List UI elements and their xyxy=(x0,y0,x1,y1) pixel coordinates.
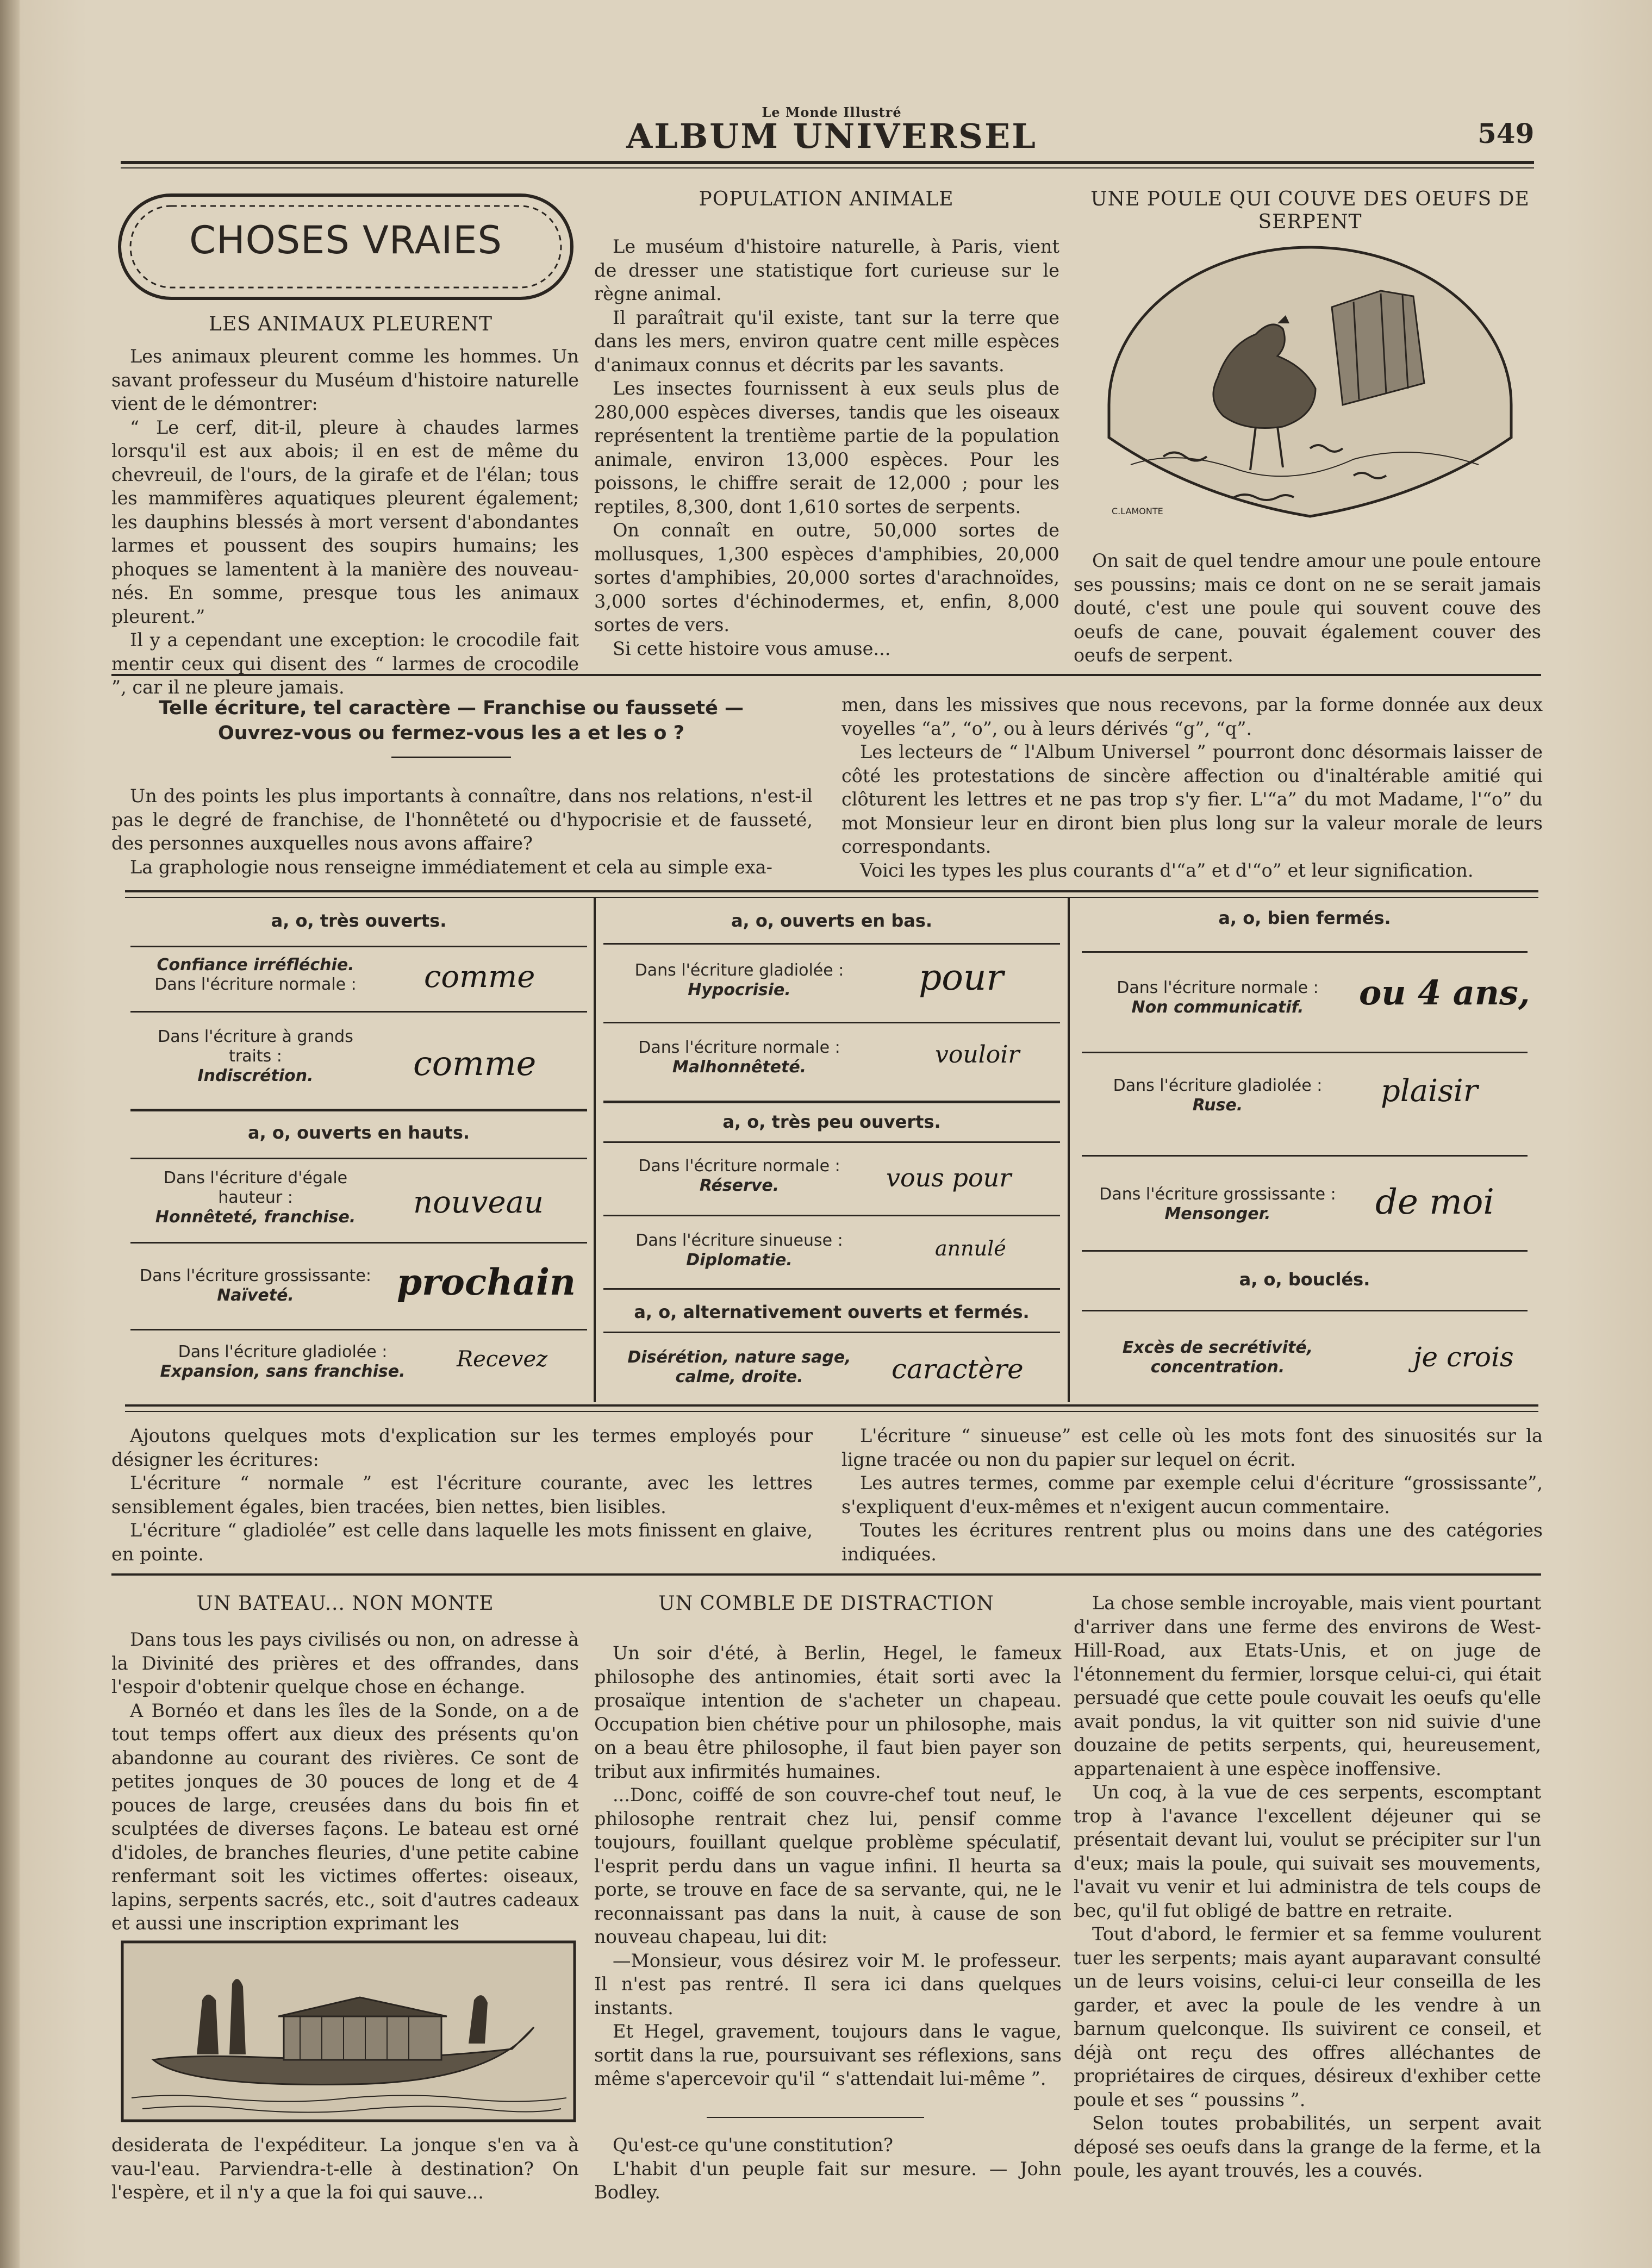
section-rule xyxy=(111,674,1541,676)
row-rule xyxy=(130,946,587,947)
paragraph: L'écriture “ sinueuse” est celle où les mots font des sinuosités sur la ligne tracée ou non du papier sur lequel on écrit. xyxy=(841,1425,1543,1470)
entry-type: Dans l'écriture grossissante: xyxy=(140,1266,371,1285)
entry-type: Dans l'écriture gladiolée : xyxy=(178,1342,388,1361)
paragraph: L'écriture “ gladiolée” est celle dans laquelle les mots finissent en glaive, en pointe. xyxy=(111,1520,813,1565)
paragraph: L'écriture “ normale ” est l'écriture courante, avec les lettres sensiblement égales, bien tracées, bien nettes, bien lisibles. xyxy=(111,1472,813,1517)
entry-meaning: Ruse. xyxy=(1192,1096,1243,1115)
col2-entry4 xyxy=(603,1231,875,1270)
paragraph: Selon toutes probabilités, un serpent avait déposé ses oeufs dans la grange de la ferme, et la poule, les ayant trouvés, les a couvés. xyxy=(1074,2113,1541,2181)
col1-entry2 xyxy=(130,1027,381,1086)
handwriting-sample: Recevez xyxy=(457,1347,548,1372)
ecriture-title: Telle écriture, tel caractère — Franchise ou fausseté — Ouvrez-vous ou fermez-vous les a et les o ? xyxy=(158,697,744,744)
col2-head3: a, o, alternativement ouverts et fermés. xyxy=(634,1302,1030,1322)
handwriting-sample: annulé xyxy=(935,1236,1006,1260)
poule-text xyxy=(1074,549,1541,667)
paragraph: Les animaux pleurent comme les hommes. Un savant professeur du Muséum d'histoire naturelle vient de le démontrer: xyxy=(111,346,579,414)
entry-type: Dans l'écriture normale : xyxy=(638,1038,840,1057)
col1-head1: a, o, très ouverts. xyxy=(271,910,447,931)
handwriting-sample: plaisir xyxy=(1381,1073,1478,1109)
entry-meaning: Disérétion, nature sage, xyxy=(627,1348,851,1367)
explication-right xyxy=(841,1424,1543,1566)
ecriture-text-left xyxy=(111,784,813,879)
paragraph: L'habit d'un peuple fait sur mesure. — John Bodley. xyxy=(594,2158,1062,2203)
paragraph: —Monsieur, vous désirez voir M. le professeur. Il n'est pas rentré. Il sera ici dans quelques instants. xyxy=(594,1950,1062,2019)
col3-head2: a, o, bouclés. xyxy=(1239,1269,1370,1290)
col2-entry3 xyxy=(603,1157,875,1196)
entry-meaning: Non communicatif. xyxy=(1131,998,1304,1017)
animaux-pleurent-title: LES ANIMAUX PLEURENT xyxy=(209,313,493,335)
hen-illustration xyxy=(1098,242,1522,535)
header-rule-thin xyxy=(121,167,1534,168)
animaux-pleurent-text xyxy=(111,345,579,699)
entry-type: Dans l'écriture sinueuse : xyxy=(635,1231,843,1250)
col1-entry1 xyxy=(130,955,381,995)
bateau-text-end xyxy=(111,2133,579,2204)
paragraph: Un coq, à la vue de ces serpents, escomptant trop à l'avance l'excellent déjeuner qui se présentait devant lui, voulut se précipiter sur l'un d'eux; mais la poule, qui suivait ses mouvements, l'avait vu venir et lui administra de tels coups de bec, qu'il fut obligé de battre en retraite. xyxy=(1074,1782,1541,1921)
entry-meaning: Malhonnêteté. xyxy=(672,1058,807,1077)
col1-head2: a, o, ouverts en hauts. xyxy=(247,1122,470,1143)
paragraph: Les autres termes, comme par exemple celui d'écriture “grossissante”, s'expliquent d'eux-mêmes et n'exigent aucun commentaire. xyxy=(841,1472,1543,1517)
handwriting-sample: prochain xyxy=(397,1261,576,1303)
poule-title: UNE POULE QUI COUVE DES OEUFS DE SERPENT xyxy=(1090,188,1530,233)
handwriting-sample: comme xyxy=(413,1044,537,1083)
paragraph: Le muséum d'histoire naturelle, à Paris, vient de dresser une statistique fort curieuse sur le règne animal. xyxy=(594,236,1059,304)
col2-entry2 xyxy=(603,1038,875,1077)
table-bottom-rule xyxy=(125,1404,1538,1407)
paragraph: Les lecteurs de “ l'Album Universel ” pourront donc désormais laisser de côté les protestations de sincère affection ou d'inaltérable amitié qui clôturent les lettres et ne pas trop s'y fier. L'“a” du mot Madame, l'“o” du mot Monsieur leur en diront bien plus long sur la valeur morale de leurs correspondants. xyxy=(841,741,1543,857)
paragraph: Et Hegel, gravement, toujours dans le vague, sortit dans la rue, poursuivant ses réflexions, sans même s'apercevoir qu'il “ s'attendait lui-même ”. xyxy=(594,2021,1062,2089)
section-rule xyxy=(111,1573,1541,1576)
paragraph: desiderata de l'expéditeur. La jonque s'en va à vau-l'eau. Parviendra-t-elle à destination? On l'espère, et il n'y a que la foi qui sauve... xyxy=(111,2134,579,2203)
entry-meaning: Mensonger. xyxy=(1164,1204,1271,1223)
paragraph: ...Donc, coiffé de son couvre-chef tout neuf, le philosophe rentrait chez lui, pensif comme toujours, fouillant quelque problème spéculatif, l'esprit perdu dans un vague infini. Il heurta sa porte, se trouve en face de sa servante, qui, ne le reconnaissant pas dans la nuit, à cause de son nouveau chapeau, lui dit: xyxy=(594,1784,1062,1947)
header-rule xyxy=(121,161,1534,164)
banner-text: CHOSES VRAIES xyxy=(189,218,502,263)
entry-type: Dans l'écriture gladiolée : xyxy=(1113,1076,1323,1095)
paragraph: Un des points les plus importants à connaître, dans nos relations, n'est-il pas le degré de franchise, de l'honnêteté ou d'hypocrisie et de fausseté, des personnes auxquelles nous avons affaire? xyxy=(111,785,813,854)
entry-type: Dans l'écriture normale : xyxy=(638,1157,840,1176)
row-rule xyxy=(130,1329,587,1330)
population-text xyxy=(594,235,1059,660)
row-rule xyxy=(1082,951,1528,953)
entry-type: Dans l'écriture normale : xyxy=(154,975,357,994)
illustration-signature: C.LAMONTE xyxy=(1112,506,1163,516)
paragraph: men, dans les missives que nous recevons, par la forme donnée aux deux voyelles “a”, “o”, ou à leurs dérivés “g”, “q”. xyxy=(841,694,1543,739)
boat-illustration xyxy=(121,1940,576,2122)
paragraph: Un soir d'été, à Berlin, Hegel, le fameux philosophe des antinomies, était sorti avec la prosaïque intention de s'acheter un chapeau. Occupation bien chétive pour un philosophe, mais on a beau être philosophe, il faut bien payer son tribut aux infirmités humaines. xyxy=(594,1642,1062,1782)
population-title: POPULATION ANIMALE xyxy=(699,188,954,210)
handwriting-sample: comme xyxy=(424,959,535,995)
poule-suite-text xyxy=(1074,1591,1541,2183)
paragraph: Il y a cependant une exception: le crocodile fait mentir ceux qui disent des “ larmes de crocodile ”, car il ne pleure jamais. xyxy=(111,629,579,698)
handwriting-sample: pour xyxy=(919,957,1004,998)
row-rule xyxy=(1082,1155,1528,1157)
paragraph: Ajoutons quelques mots d'explication sur les termes employés pour désigner les écritures: xyxy=(111,1425,813,1470)
page-number: 549 xyxy=(1478,117,1535,149)
bateau-text xyxy=(111,1628,579,1935)
col2-head1: a, o, ouverts en bas. xyxy=(731,910,933,931)
entry-type: traits : xyxy=(229,1047,282,1066)
ecriture-text-right xyxy=(841,693,1543,882)
row-rule xyxy=(1082,1310,1528,1311)
explication-left xyxy=(111,1424,813,1566)
entry-type: Dans l'écriture d'égale xyxy=(163,1169,348,1188)
header-title: ALBUM UNIVERSEL xyxy=(626,116,1037,156)
col3-entry4 xyxy=(1082,1338,1354,1377)
paragraph: Tout d'abord, le fermier et sa femme voulurent tuer les serpents; mais ayant auparavant consulté un de leurs voisins, celui-ci leur conseilla de les garder, et avec la poule de les vendre à un barnum quelconque. Ils suivirent ce conseil, et déjà ont reçu des offres alléchantes de propriétaires de cirques, désireux d'exhiber cette poule et ses “ poussins ”. xyxy=(1074,1923,1541,2110)
paragraph: Si cette histoire vous amuse... xyxy=(613,638,891,659)
row-rule xyxy=(603,1101,1060,1103)
entry-meaning: Diplomatie. xyxy=(686,1251,793,1270)
page-spine xyxy=(0,0,20,2268)
col1-entry3 xyxy=(130,1169,381,1227)
row-rule xyxy=(130,1011,587,1013)
paragraph: Dans tous les pays civilisés ou non, on adresse à la Divinité des prières et des offrandes, dans l'espoir d'obtenir quelque chose en échange. xyxy=(111,1629,579,1697)
handwriting-sample: nouveau xyxy=(413,1185,544,1220)
handwriting-sample: vous pour xyxy=(886,1163,1012,1192)
paragraph: Qu'est-ce qu'une constitution? xyxy=(613,2134,893,2155)
col2-entry1 xyxy=(603,961,875,1000)
distraction-text xyxy=(594,1641,1062,2091)
row-rule xyxy=(1082,1250,1528,1252)
entry-meaning: Réserve. xyxy=(699,1176,780,1195)
col1-entry4 xyxy=(125,1266,386,1305)
handwriting-sample: vouloir xyxy=(935,1041,1020,1069)
handwriting-sample: de moi xyxy=(1375,1182,1494,1222)
table-divider xyxy=(1068,897,1070,1402)
row-rule xyxy=(603,943,1060,945)
title-underline xyxy=(391,757,511,758)
handwriting-sample: ou 4 ans, xyxy=(1359,973,1530,1013)
row-rule xyxy=(603,1288,1060,1290)
entry-meaning: concentration. xyxy=(1150,1358,1285,1377)
entry-type: Dans l'écriture gladiolée : xyxy=(634,961,844,980)
table-top-rule xyxy=(125,890,1538,892)
col3-head1: a, o, bien fermés. xyxy=(1218,908,1391,928)
table-divider xyxy=(594,897,596,1402)
col3-entry1 xyxy=(1082,978,1354,1017)
paragraph: Voici les types les plus courants d'“a” et d'“o” et leur signification. xyxy=(860,859,1474,881)
row-rule xyxy=(603,1215,1060,1216)
paragraph: Il paraîtrait qu'il existe, tant sur la terre que dans les mers, environ quatre cent mille espèces d'animaux connus et décrits par les savants. xyxy=(594,307,1059,376)
row-rule xyxy=(130,1158,587,1159)
short-rule xyxy=(707,2117,924,2118)
entry-type: Dans l'écriture grossissante : xyxy=(1099,1185,1336,1204)
col3-entry3 xyxy=(1082,1185,1354,1224)
handwriting-sample: caractère xyxy=(892,1353,1024,1385)
entry-meaning: Honnêteté, franchise. xyxy=(155,1208,356,1227)
row-rule xyxy=(603,1332,1060,1333)
paragraph: “ Le cerf, dit-il, pleure à chaudes larmes lorsqu'il est aux abois; il en est de même du chevreuil, de l'ours, de la girafe et de l'élan; tous les mammifères aquatiques pleurent également; les dauphins blessés à mort versent d'abondantes larmes et poussent des soupirs humains; les phoques se lamentent à la manière des nouveau-nés. En somme, presque tous les animaux pleurent.” xyxy=(111,416,579,627)
table-top-rule-thin xyxy=(125,897,1538,898)
choses-vraies-banner xyxy=(112,188,579,306)
entry-meaning: Expansion, sans franchise. xyxy=(160,1362,406,1381)
entry-meaning: Excès de secrétivité, xyxy=(1122,1338,1313,1357)
citation xyxy=(594,2133,1062,2204)
entry-type: Dans l'écriture à grands xyxy=(158,1027,353,1046)
entry-meaning: Confiance irréfléchie. xyxy=(157,955,354,974)
handwriting-sample: je crois xyxy=(1413,1341,1514,1373)
paragraph: La graphologie nous renseigne immédiatement et cela au simple exa- xyxy=(130,856,772,878)
paragraph: A Bornéo et dans les îles de la Sonde, on a de tout temps offert aux dieux des présents qu'on abandonne au courant des rivières. Ce sont de petites jonques de 30 pouces de long et de 4 pouces de large, creusées dans du bois fin et sculptées de diverses façons. Le bateau est orné d'idoles, de branches fleuries, d'une petite cabine renfermant soit les victimes offertes: oiseaux, lapins, serpents sacrés, etc., soit d'autres cadeaux et aussi une inscription exprimant les xyxy=(111,1700,579,1934)
header-small-title: Le Monde Illustré xyxy=(762,104,902,120)
row-rule xyxy=(603,1022,1060,1023)
paragraph: Toutes les écritures rentrent plus ou moins dans une des catégories indiquées. xyxy=(841,1520,1543,1565)
col2-entry5 xyxy=(603,1348,875,1387)
paragraph: On sait de quel tendre amour une poule entoure ses poussins; mais ce dont on ne se serait jamais douté, c'est une poule qui souvent couve des oeufs de cane, pouvait également couver des oeufs de serpent. xyxy=(1074,550,1541,666)
entry-meaning: Indiscrétion. xyxy=(197,1066,314,1085)
row-rule xyxy=(130,1242,587,1244)
row-rule xyxy=(130,1109,587,1111)
entry-meaning: Naïveté. xyxy=(217,1286,294,1305)
table-bottom-rule-thin xyxy=(125,1411,1538,1412)
entry-meaning: Hypocrisie. xyxy=(688,980,791,999)
entry-meaning: calme, droite. xyxy=(675,1367,803,1386)
entry-type: Dans l'écriture normale : xyxy=(1117,978,1319,997)
entry-type: hauteur : xyxy=(218,1188,293,1207)
paragraph: On connaît en outre, 50,000 sortes de mollusques, 1,300 espèces d'amphibies, 20,000 sortes d'amphibies, 20,000 sortes d'arachnoïdes, 3,000 sortes d'échinodermes, et, enfin, 8,000 sortes de vers. xyxy=(594,520,1059,635)
paragraph: Les insectes fournissent à eux seuls plus de 280,000 espèces diverses, tandis que les oiseaux représentent la trentième partie de la population animale, environ 13,000 espèces. Pour les poissons, le chiffre serait de 12,000 ; pour les reptiles, 8,300, dont 1,610 sortes de serpents. xyxy=(594,378,1059,517)
col3-entry2 xyxy=(1082,1076,1354,1115)
row-rule xyxy=(603,1141,1060,1143)
col2-head2: a, o, très peu ouverts. xyxy=(722,1111,941,1132)
col1-entry5 xyxy=(130,1342,435,1382)
row-rule xyxy=(1082,1052,1528,1053)
distraction-title: UN COMBLE DE DISTRACTION xyxy=(658,1592,994,1615)
bateau-title: UN BATEAU... NON MONTE xyxy=(196,1592,494,1615)
paragraph: La chose semble incroyable, mais vient pourtant d'arriver dans une ferme des environs de West-Hill-Road, aux Etats-Unis, et on juge de l'étonnement du fermier, lorsque celui-ci, qui était persuadé que cette poule couvait les oeufs qu'elle avait pondus, la vit quitter son nid suivie d'une douzaine de petits serpents, qui, heureusement, appartenaient à une espèce inoffensive. xyxy=(1074,1592,1541,1779)
